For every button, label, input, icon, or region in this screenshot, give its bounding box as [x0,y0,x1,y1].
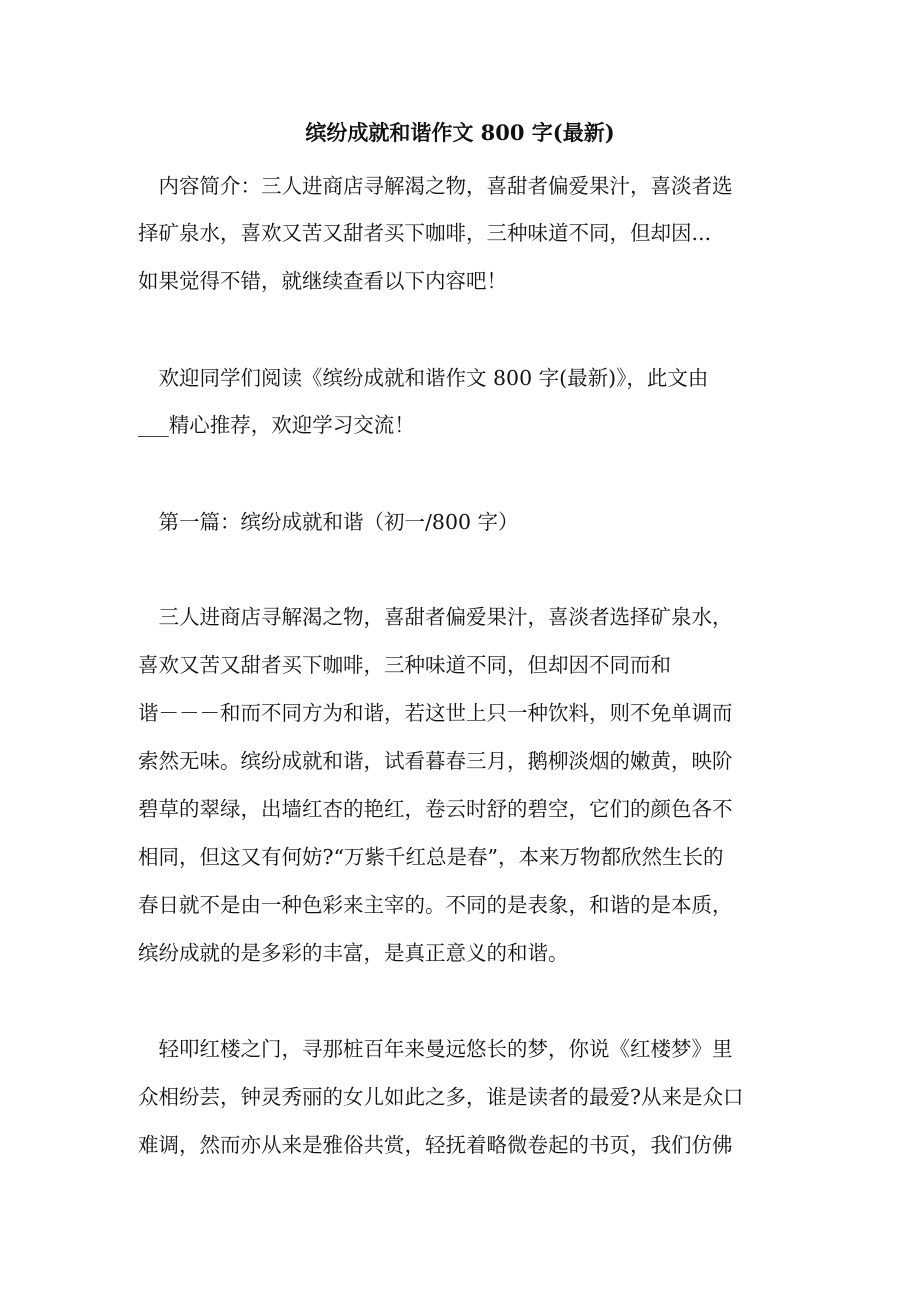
paragraph1-line-2: 喜欢又苦又甜者买下咖啡，三种味道不同，但却因不同而和 [138,653,671,677]
paragraph1-line-7: 春日就不是由一种色彩来主宰的。不同的是表象，和谐的是本质， [138,893,733,917]
intro-line-3: 如果觉得不错，就继续查看以下内容吧！ [138,269,507,293]
document-title: 缤纷成就和谐作文 800 字(最新) [305,120,615,145]
intro-line-1: 内容简介：三人进商店寻解渴之物，喜甜者偏爱果汁，喜淡者选 [138,174,733,198]
paragraph1-line-6: 相同，但这又有何妨?“万紫千红总是春”，本来万物都欣然生长的 [138,845,724,869]
paragraph2-line-2: 众相纷芸，钟灵秀丽的女儿如此之多，谁是读者的最爱?从来是众口 [138,1085,744,1109]
welcome-line-2: ___精心推荐，欢迎学习交流！ [138,413,415,437]
paragraph1-line-1: 三人进商店寻解渴之物，喜甜者偏爱果汁，喜淡者选择矿泉水， [138,605,733,629]
paragraph1-line-3: 谐－－－和而不同方为和谐，若这世上只一种饮料，则不免单调而 [138,701,733,725]
intro-line-2: 择矿泉水，喜欢又苦又甜者买下咖啡，三种味道不同，但却因... [138,221,712,245]
paragraph1-line-5: 碧草的翠绿，出墙红杏的艳红，卷云时舒的碧空，它们的颜色各不 [138,797,733,821]
paragraph2-line-1: 轻叩红楼之门，寻那桩百年来曼远悠长的梦，你说《红楼梦》里 [138,1037,733,1061]
paragraph1-line-8: 缤纷成就的是多彩的丰富，是真正意义的和谐。 [138,941,569,965]
section-heading: 第一篇：缤纷成就和谐（初一/800 字） [138,510,519,534]
paragraph1-line-4: 索然无味。缤纷成就和谐，试看暮春三月，鹅柳淡烟的嫩黄，映阶 [138,749,733,773]
paragraph2-line-3: 难调，然而亦从来是雅俗共赏，轻抚着略微卷起的书页，我们仿佛 [138,1133,733,1157]
welcome-line-1: 欢迎同学们阅读《缤纷成就和谐作文 800 字(最新)》，此文由 [138,366,709,390]
